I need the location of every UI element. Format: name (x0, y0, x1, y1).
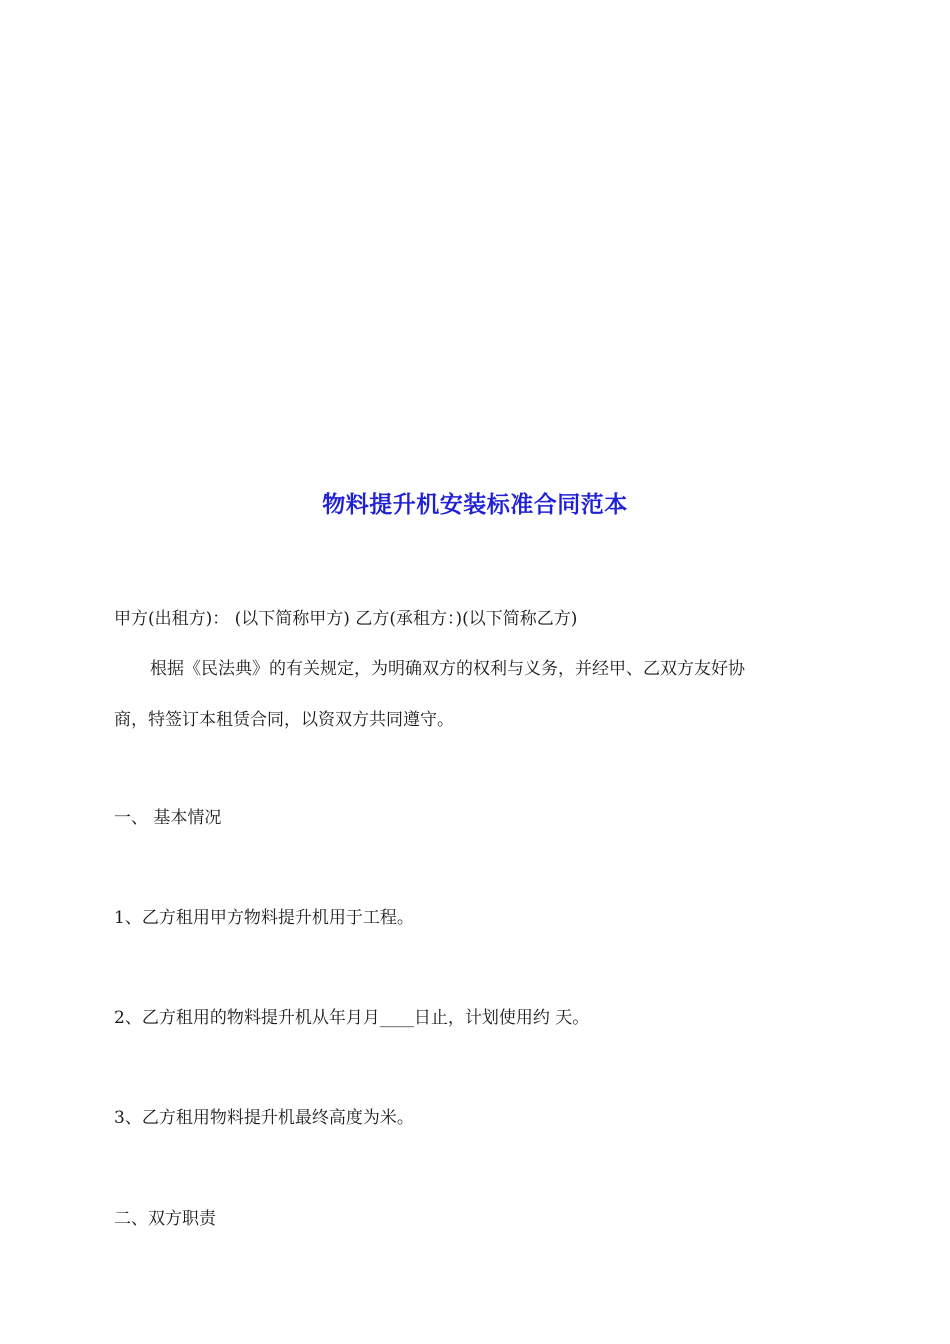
clause-3: 3、乙方租用物料提升机最终高度为米。 (114, 1108, 414, 1128)
parties-line: 甲方(出租方)： (以下简称甲方) 乙方(承租方：)(以下简称乙方) (114, 609, 578, 629)
document-title: 物料提升机安装标准合同范本 (322, 492, 628, 518)
section-heading-responsibilities: 二、双方职责 (114, 1209, 216, 1229)
preamble-line-2: 商，特签订本租赁合同，以资双方共同遵守。 (114, 710, 454, 730)
clause-2: 2、乙方租用的物料提升机从年月月____日止，计划使用约 天。 (114, 1008, 590, 1028)
section-heading-basic-info: 一、 基本情况 (114, 808, 222, 828)
clause-1: 1、乙方租用甲方物料提升机用于工程。 (114, 908, 414, 928)
preamble-line-1: 根据《民法典》的有关规定，为明确双方的权利与义务，并经甲、乙双方友好协 (150, 659, 745, 679)
